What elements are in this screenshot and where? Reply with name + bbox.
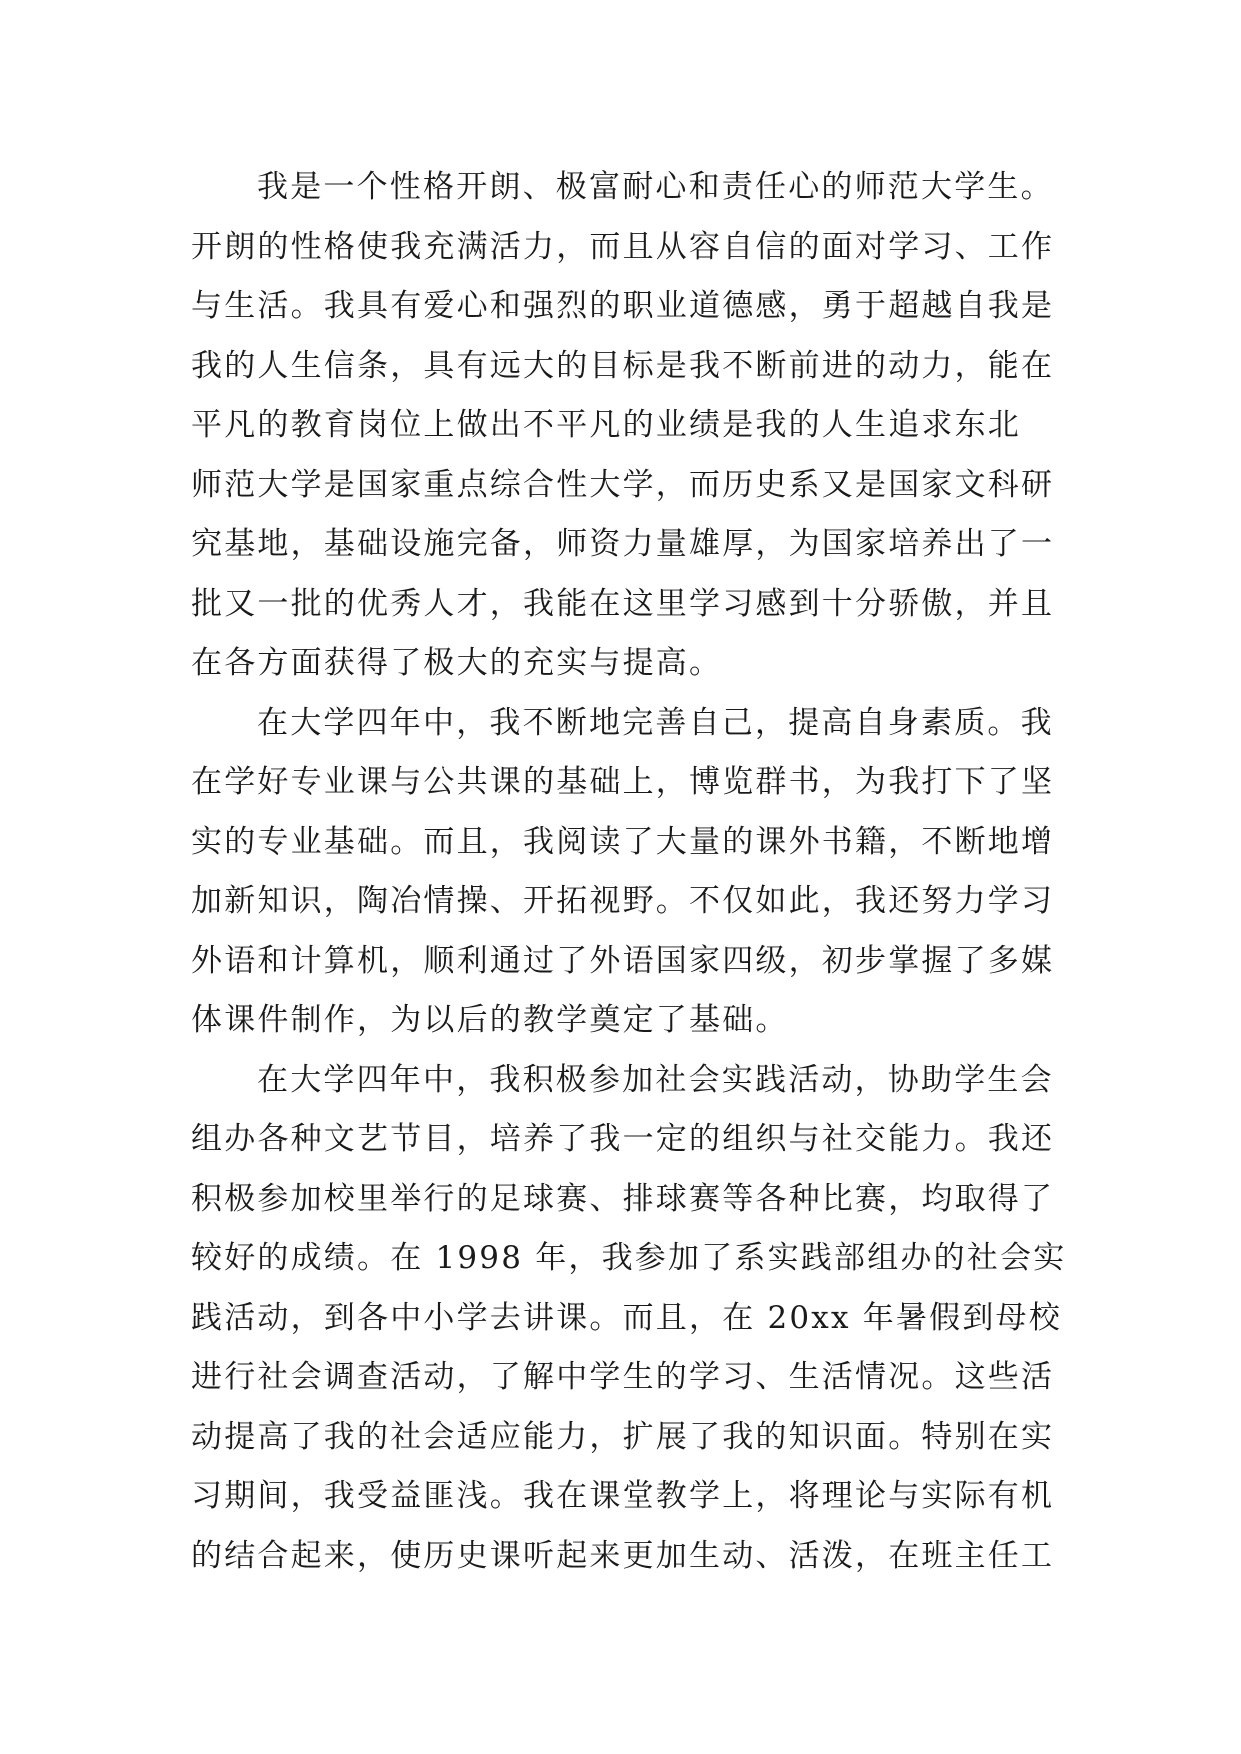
paragraph-1-line-9: 在各方面获得了极大的充实与提高。 — [191, 645, 723, 681]
paragraph-2-line-6: 体课件制作，为以后的教学奠定了基础。 — [191, 1002, 789, 1038]
paragraph-1-line-2: 开朗的性格使我充满活力，而且从容自信的面对学习、工作 — [191, 228, 1055, 265]
paragraph-2-line-4: 加新知识，陶冶情操、开拓视野。不仅如此，我还努力学习 — [191, 883, 1055, 919]
paragraph-3-line-7: 动提高了我的社会适应能力，扩展了我的知识面。特别在实 — [191, 1418, 1055, 1455]
paragraph-3-line-8: 习期间，我受益匪浅。我在课堂教学上，将理论与实际有机 — [191, 1478, 1055, 1514]
body-text — [191, 158, 1071, 1586]
paragraph-3-line-2: 组办各种文艺节目，培养了我一定的组织与社交能力。我还 — [191, 1121, 1055, 1157]
paragraph-1-line-8: 批又一批的优秀人才，我能在这里学习感到十分骄傲，并且 — [191, 585, 1055, 622]
paragraph-2-line-2: 在学好专业课与公共课的基础上，博览群书，为我打下了坚 — [191, 764, 1055, 800]
paragraph-3-line-9: 的结合起来，使历史课听起来更加生动、活泼，在班主任工 — [191, 1537, 1055, 1574]
paragraph-1-line-4: 我的人生信条，具有远大的目标是我不断前进的动力，能在 — [191, 347, 1055, 384]
paragraph-2-line-1: 在大学四年中，我不断地完善自己，提高自身素质。我 — [257, 704, 1054, 741]
paragraph-3-line-3: 积极参加校里举行的足球赛、排球赛等各种比赛，均取得了 — [191, 1180, 1055, 1217]
paragraph-3-line-4: 较好的成绩。在 1998 年，我参加了系实践部组办的社会实 — [191, 1240, 1067, 1276]
paragraph-1-line-3: 与生活。我具有爱心和强烈的职业道德感，勇于超越自我是 — [191, 288, 1055, 324]
paragraph-1-line-5: 平凡的教育岗位上做出不平凡的业绩是我的人生追求东北 — [191, 407, 1021, 443]
paragraph-3-line-5: 践活动，到各中小学去讲课。而且，在 20xx 年暑假到母校 — [191, 1299, 1062, 1336]
paragraph-1-line-6: 师范大学是国家重点综合性大学，而历史系又是国家文科研 — [191, 466, 1055, 503]
paragraph-3-line-6: 进行社会调查活动，了解中学生的学习、生活情况。这些活 — [191, 1359, 1055, 1395]
paragraph-1-line-7: 究基地，基础设施完备，师资力量雄厚，为国家培养出了一 — [191, 526, 1055, 562]
paragraph-3-line-1: 在大学四年中，我积极参加社会实践活动，协助学生会 — [257, 1061, 1054, 1098]
paragraph-1-line-1: 我是一个性格开朗、极富耐心和责任心的师范大学生。 — [257, 169, 1054, 205]
paragraph-2-line-3: 实的专业基础。而且，我阅读了大量的课外书籍，不断地增 — [191, 823, 1055, 860]
paragraph-2-line-5: 外语和计算机，顺利通过了外语国家四级，初步掌握了多媒 — [191, 942, 1055, 979]
